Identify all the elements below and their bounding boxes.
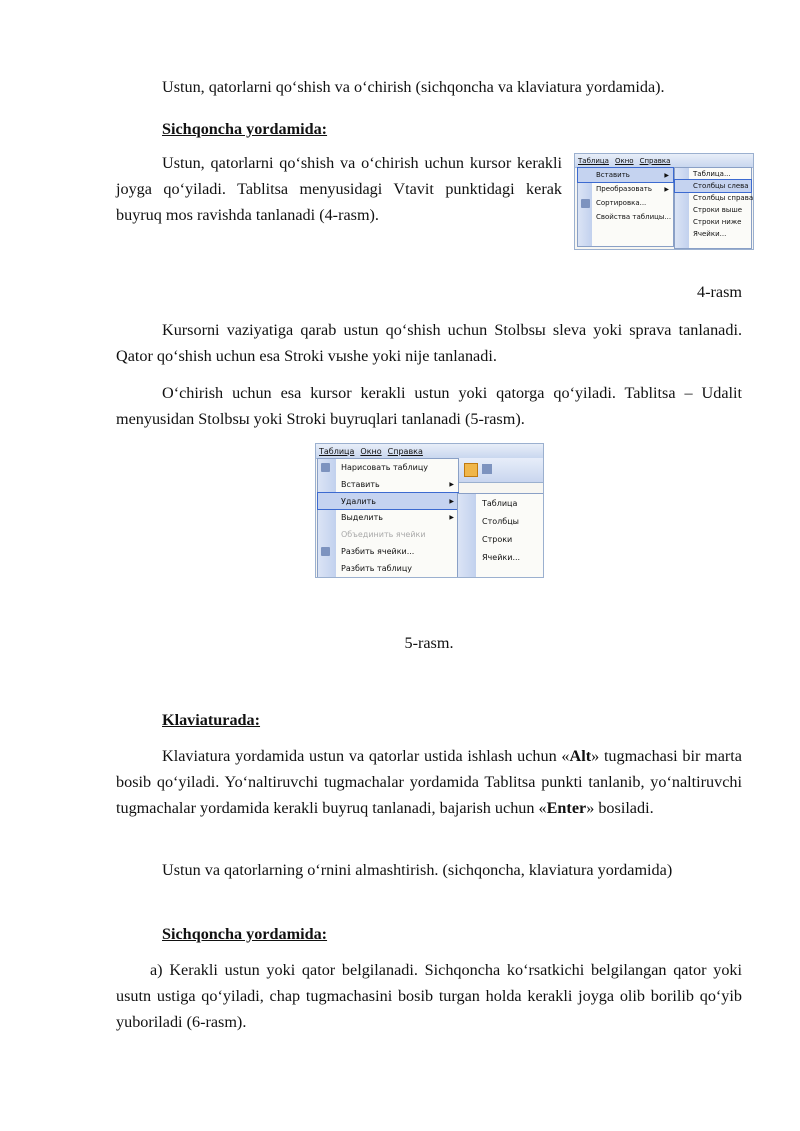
toolbar-icon: [482, 464, 492, 474]
menu-help[interactable]: Справка: [387, 446, 423, 456]
menu-help[interactable]: Справка: [639, 156, 671, 165]
menu-bar: [316, 444, 543, 459]
paragraph-drag: a) Kerakli ustun yoki qator belgilanadi. Sichqoncha ko‘rsatkichi belgilangan qator yoki usutn ustiga qo‘yiladi, chap tugmachasini bosib turgan holda kerakli joyga olib borilib qo‘yib yuboriladi (6-rasm).: [116, 961, 742, 1031]
insert-submenu: [674, 167, 752, 249]
paragraph-swap: Ustun va qatorlarning o‘rnini almashtirish. (sichqoncha, klaviatura yordamida): [162, 861, 673, 879]
submenu-item-columns-left[interactable]: Столбцы слева: [675, 180, 751, 192]
menu-item-insert[interactable]: Вставить ▶: [578, 168, 673, 182]
figure-4-menu: [574, 153, 754, 250]
submenu-item-columns-right[interactable]: Столбцы справа: [693, 194, 754, 202]
submenu-item-cells[interactable]: Ячейки...: [693, 230, 727, 238]
submenu-item-rows-above[interactable]: Строки выше: [693, 206, 743, 214]
menu-bar: [575, 154, 753, 168]
table-menu-dropdown: [577, 167, 674, 247]
submenu-item-rows[interactable]: Строки: [482, 534, 513, 544]
menu-item-properties[interactable]: Свойства таблицы...: [596, 213, 672, 221]
enter-key: Enter: [546, 799, 587, 817]
paragraph-columns-rows: Kursorni vaziyatiga qarab ustun qo‘shish uchun Stolbsы sleva yoki sprava tanlanadi. Qator qo‘shish uchun esa Stroki vыshe yoki nije tanlanadi.: [116, 321, 742, 365]
menu-table[interactable]: Таблица: [319, 446, 355, 456]
paragraph-intro: Ustun, qatorlarni qo‘shish va o‘chirish (sichqoncha va klaviatura yordamida).: [162, 78, 665, 96]
menu-item-select[interactable]: Выделить ▶: [341, 513, 454, 522]
pencil-icon: [321, 463, 330, 472]
delete-submenu: [457, 493, 544, 578]
alt-key: Alt: [569, 747, 592, 765]
submenu-item-rows-below[interactable]: Строки ниже: [693, 218, 742, 226]
submenu-item-table[interactable]: Таблица...: [693, 170, 731, 178]
submenu-item-cells[interactable]: Ячейки...: [482, 552, 521, 562]
caption-4: 4-rasm: [697, 283, 742, 301]
submenu-item-columns[interactable]: Столбцы: [482, 516, 519, 526]
paragraph-insert-mouse: Ustun, qatorlarni qo‘shish va o‘chirish uchun kursor kerakli joyga qo‘yiladi. Tablitsa menyusidagi Vtavit punktidagi kerak buyruq mos ravishda tanlanadi (4-rasm).: [116, 154, 562, 224]
menu-table[interactable]: Таблица: [578, 156, 609, 165]
menu-item-merge-cells: Объединить ячейки: [341, 530, 426, 539]
menu-item-draw-table[interactable]: Нарисовать таблицу: [318, 459, 458, 476]
heading-mouse: Sichqoncha yordamida:: [162, 120, 328, 138]
menu-item-convert[interactable]: Преобразовать ▶: [596, 185, 669, 193]
paragraph-delete: O‘chirish uchun esa kursor kerakli ustun yoki qatorga qo‘yiladi. Tablitsa – Udalit menyusidan Stolbsы yoki Stroki buyruqlari tanlanadi (5-rasm).: [116, 384, 742, 428]
heading-mouse-2: Sichqoncha yordamida:: [162, 925, 328, 943]
figure-5-menu: [315, 443, 544, 578]
menu-window[interactable]: Окно: [614, 156, 634, 165]
submenu-item-table[interactable]: Таблица: [482, 498, 518, 508]
heading-keyboard: Klaviaturada:: [162, 711, 261, 729]
split-icon: [321, 547, 330, 556]
sort-icon: [581, 199, 590, 208]
menu-item-delete[interactable]: Удалить ▶: [318, 493, 458, 509]
toolbar: [456, 458, 543, 483]
table-menu-dropdown: [317, 458, 459, 578]
menu-item-sort[interactable]: Сортировка...: [578, 196, 673, 210]
toolbar-icon: [464, 463, 478, 477]
menu-item-split-cells[interactable]: Разбить ячейки...: [318, 543, 458, 560]
menu-item-split-table[interactable]: Разбить таблицу: [341, 564, 413, 573]
caption-5: 5-rasm.: [404, 634, 454, 652]
menu-window[interactable]: Окно: [360, 446, 382, 456]
menu-item-insert[interactable]: Вставить ▶: [341, 480, 454, 489]
paragraph-keyboard: Klaviatura yordamida ustun va qatorlar ustida ishlash uchun «Alt» tugmachasi bir marta bosib qo‘yiladi. Yo‘naltiruvchi tugmachalar yordamida Tablitsa punkti tanlanib, yo‘naltiruvchi tugmachalar yordamida kerakli buyruq tanlanadi, bajarish uchun «Enter» bosiladi.: [116, 747, 742, 817]
